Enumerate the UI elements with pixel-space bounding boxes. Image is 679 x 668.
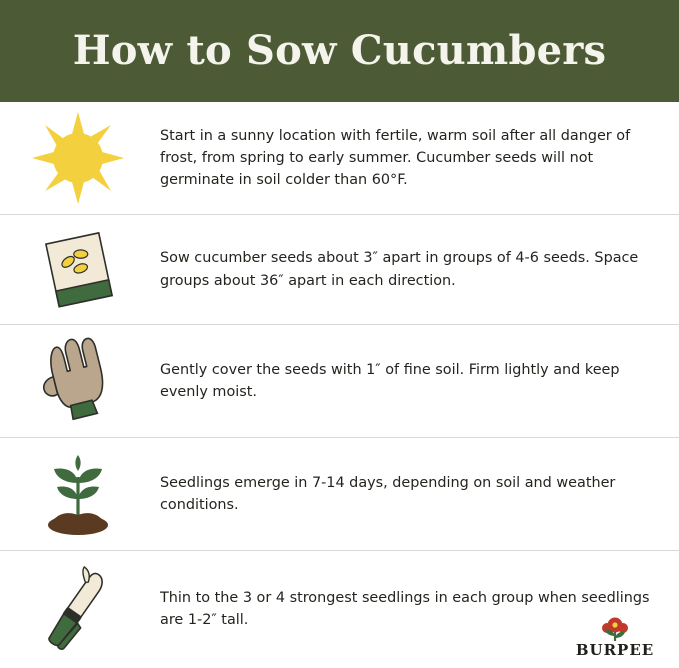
step-text: Thin to the 3 or 4 strongest seedlings in each group when seedlings are 1-2″ tall. [160,589,650,628]
step-icon-container [8,335,148,427]
step-text: Start in a sunny location with fertile, warm soil after all danger of frost, from spring to early summer. Cucumber seeds will not germinate in soil colder than 60°F. [160,127,631,189]
brand-name: BURPEE [575,641,655,659]
seedling-sprout-icon [28,451,128,537]
step-text: Gently cover the seeds with 1″ of fine soil. Firm lightly and keep evenly moist. [160,361,620,400]
list-item [0,102,679,215]
pruning-shears-icon [23,563,133,655]
list-item [0,438,679,551]
step-icon-container [8,451,148,537]
step-text: Seedlings emerge in 7-14 days, depending on soil and weather conditions. [160,474,616,513]
garden-glove-icon [31,335,125,427]
page-title: How to Sow Cucumbers [72,27,607,74]
steps-list [0,102,679,667]
flower-icon [598,616,632,642]
list-item [0,215,679,325]
step-icon-container [8,228,148,312]
step-text: Sow cucumber seeds about 3″ apart in groups of 4-6 seeds. Space groups about 36″ apart in each direction. [160,250,639,289]
step-icon-container [8,563,148,655]
seed-packet-icon [28,228,128,312]
list-item [0,325,679,438]
brand-logo [569,616,661,658]
sun-icon [28,110,128,206]
header-banner [0,0,679,102]
step-icon-container [8,110,148,206]
